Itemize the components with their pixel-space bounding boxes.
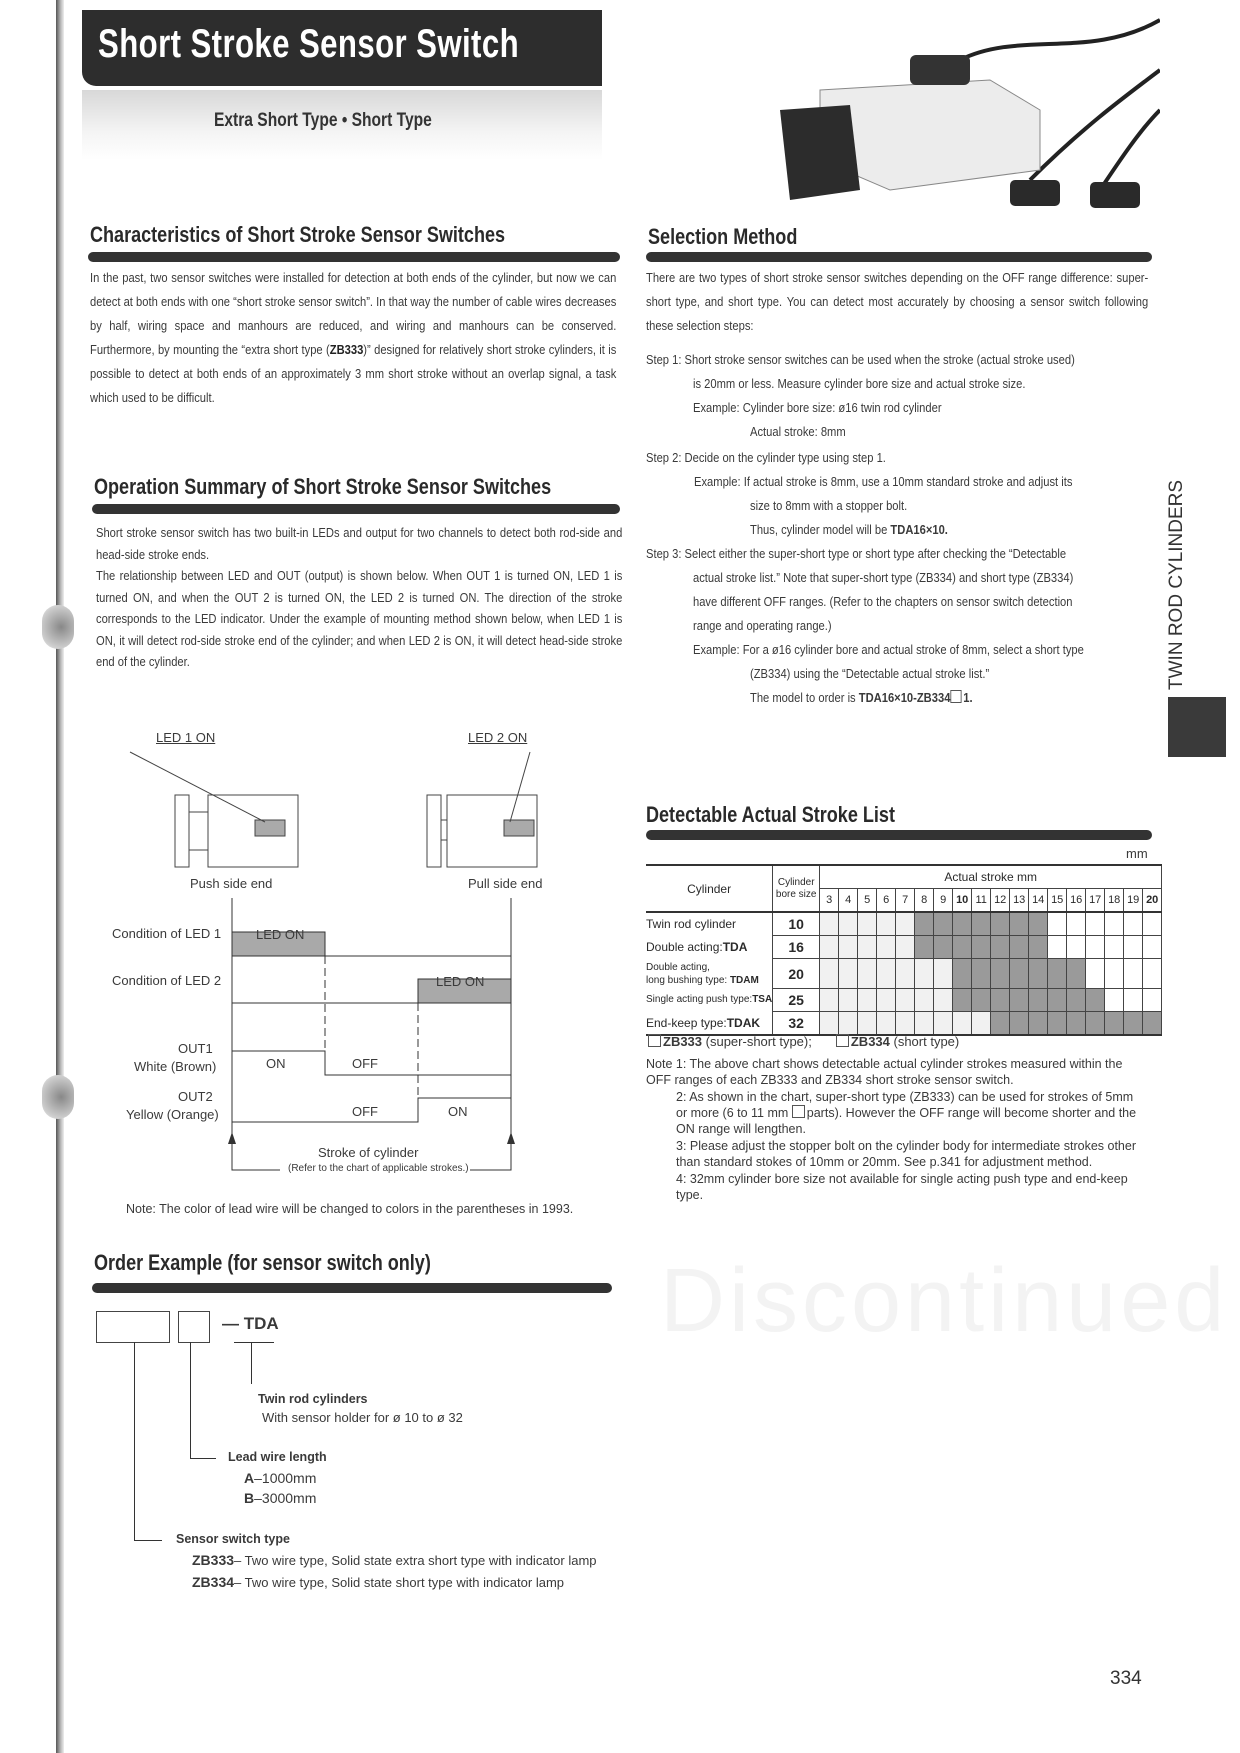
stroke-header-cell: 8	[915, 889, 934, 913]
note-3: 3: Please adjust the stopper bolt on the cylinder body for intermediate strokes other than standard stokes of 10mm or 20mm. See p.341 for adjustment method.	[676, 1139, 1136, 1169]
stroke-cell-zb334	[972, 959, 991, 989]
operation-text-2: The relationship between LED and OUT (output) is shown below. When OUT 1 is turned ON, LED 1 is turned ON, and when the OUT 2 is turned ON, the LED 2 is turned ON. The direction of the stroke corresponds to the LED indicator. Under the example of mounting method shown below, when LED 1 is ON, it will detect rod-side stroke end of the cylinder; and when LED 2 is ON, it will detect head-side stroke end of the cylinder.	[96, 568, 623, 669]
step2-example-2: size to 8mm with a stopper bolt.	[750, 498, 908, 513]
stroke-cell-zb334	[1048, 1012, 1067, 1036]
step3-line2: actual stroke list.” Note that super-short type (ZB334) and short type (ZB334)	[693, 570, 1074, 585]
led2-callout: LED 2 ON	[468, 730, 528, 745]
connector-line	[190, 1458, 216, 1459]
stroke-cell-zb334	[934, 936, 953, 959]
stroke-cell-empty	[1124, 989, 1143, 1012]
stroke-table-row	[646, 1012, 1162, 1036]
note-2a: 2: As shown in the chart, super-short type (ZB333) can be used for strokes of 5mm or more (6 to 11 mm	[676, 1090, 1134, 1120]
stroke-cell-zb334	[915, 912, 934, 936]
out2-wire-color: Yellow (Orange)	[126, 1107, 219, 1122]
connector-line	[234, 1342, 274, 1343]
stroke-cell-zb333	[934, 1012, 953, 1036]
step3-line4: range and operating range.)	[693, 618, 832, 633]
binder-hole	[42, 1075, 74, 1119]
sensor-type-zb333	[192, 1552, 597, 1568]
stroke-cell-empty	[1086, 936, 1105, 959]
stroke-cell-zb334	[1010, 959, 1029, 989]
cylinder-type-text: Twin rod cylinder	[646, 917, 737, 932]
stroke-cell-zb333	[858, 1012, 877, 1036]
bore-size-cell: 10	[773, 912, 820, 936]
step3-model	[750, 686, 973, 710]
bore-size-cell: 25	[773, 989, 820, 1012]
legend-zb333-desc: (super-short type);	[702, 1034, 812, 1049]
col-header-cylinder: Cylinder	[646, 865, 773, 912]
stroke-cell-zb333	[820, 959, 839, 989]
page-subtitle: Extra Short Type • Short Type	[214, 110, 432, 131]
out1-off-text: OFF	[352, 1056, 378, 1071]
stroke-cell-empty	[1124, 936, 1143, 959]
stroke-header-cell: 14	[1029, 889, 1048, 913]
bore-size-cell: 20	[773, 959, 820, 989]
pull-side-end-label: Pull side end	[468, 876, 543, 891]
twin-rod-desc: With sensor holder for ø 10 to ø 32	[262, 1410, 463, 1425]
led1-callout: LED 1 ON	[156, 730, 216, 745]
stroke-list-notes	[646, 1056, 1146, 1204]
stroke-cell-zb334	[1124, 1012, 1143, 1036]
stroke-cell-zb333	[896, 959, 915, 989]
stroke-cell-zb333	[877, 959, 896, 989]
stroke-header-cell: 6	[877, 889, 896, 913]
stroke-cell-zb334	[991, 912, 1010, 936]
stroke-cell-zb334	[972, 936, 991, 959]
sensor-type-zb334	[192, 1574, 564, 1590]
stroke-cell-zb334	[972, 912, 991, 936]
order-code-suffix: — TDA	[222, 1314, 279, 1333]
stroke-cell-zb333	[820, 912, 839, 936]
stroke-cell-zb333	[877, 1012, 896, 1036]
stroke-cell-zb333	[915, 989, 934, 1012]
side-tab-block	[1168, 697, 1226, 757]
stroke-cell-empty	[1086, 912, 1105, 936]
stroke-cell-empty	[1105, 989, 1124, 1012]
lead-wire-note: Note: The color of lead wire will be changed to colors in the parentheses in 1993.	[126, 1202, 574, 1216]
stroke-cell-zb333	[953, 1012, 972, 1036]
lead-wire-option-b	[244, 1490, 316, 1506]
bore-size-cell: 32	[773, 1012, 820, 1036]
stroke-cell-zb334	[972, 989, 991, 1012]
out2-off-text: OFF	[352, 1104, 378, 1119]
stroke-cell-zb333	[896, 1012, 915, 1036]
characteristics-text	[90, 266, 616, 410]
stroke-header-cell: 15	[1048, 889, 1067, 913]
section-rule	[92, 1283, 612, 1293]
stroke-cell-empty	[1124, 959, 1143, 989]
section-heading-characteristics: Characteristics of Short Stroke Sensor Switches	[90, 222, 506, 247]
stroke-cell-zb334	[1086, 1012, 1105, 1036]
stroke-header-cell: 9	[934, 889, 953, 913]
cylinder-type-code: TDAM	[729, 974, 759, 986]
stroke-header-cell: 16	[1067, 889, 1086, 913]
step3-example-2: (ZB334) using the “Detectable actual stroke list.”	[750, 666, 990, 681]
cylinder-type-label	[646, 914, 772, 934]
unit-label: mm	[1126, 846, 1148, 861]
stroke-cell-empty	[1048, 912, 1067, 936]
step2-model	[750, 518, 948, 542]
cylinder-type-text: End-keep type:	[646, 1015, 727, 1030]
stroke-cell-empty	[1067, 912, 1086, 936]
stroke-cell-zb333	[934, 959, 953, 989]
stroke-header-cell: 13	[1010, 889, 1029, 913]
stroke-cell-zb334	[1010, 912, 1029, 936]
cylinder-type-label	[646, 937, 772, 957]
stroke-cell-zb333	[820, 1012, 839, 1036]
step1-example-stroke: Actual stroke: 8mm	[750, 424, 846, 439]
stroke-table-row	[646, 959, 1162, 989]
blank-square-icon	[792, 1105, 805, 1118]
stroke-cell-empty	[1124, 912, 1143, 936]
product-photo	[760, 10, 1160, 210]
stroke-cell-zb333	[896, 989, 915, 1012]
stroke-cell-zb334	[953, 989, 972, 1012]
note-2	[646, 1089, 1146, 1137]
stroke-cell-empty	[1143, 936, 1162, 959]
selection-intro: There are two types of short stroke sensor switches depending on the OFF range difference: super-short type, and short type. You can detect most accurately by choosing a sensor switch following these selection steps:	[646, 270, 1149, 333]
stroke-cell-empty	[1143, 989, 1162, 1012]
section-rule	[88, 252, 620, 262]
page-title: Short Stroke Sensor Switch	[98, 22, 520, 66]
led1-condition-label: Condition of LED 1	[112, 926, 222, 941]
stroke-cell-zb333	[877, 989, 896, 1012]
step3-model-text: The model to order is	[750, 690, 859, 705]
stroke-header-cell: 5	[858, 889, 877, 913]
stroke-cell-zb334	[1010, 989, 1029, 1012]
step2-example: Example: If actual stroke is 8mm, use a 10mm standard stroke and adjust its	[694, 474, 1073, 489]
stroke-header-cell: 20	[1143, 889, 1162, 913]
binder-hole	[42, 605, 74, 649]
stroke-cell-zb333	[858, 912, 877, 936]
zb334-desc: – Two wire type, Solid state short type with indicator lamp	[234, 1575, 565, 1590]
twin-rod-title: Twin rod cylinders	[258, 1392, 368, 1406]
stroke-header-cell: 17	[1086, 889, 1105, 913]
stroke-cell-zb333	[858, 936, 877, 959]
blank-square-icon	[950, 690, 961, 703]
connector-line	[134, 1540, 162, 1541]
stroke-cell-empty	[1048, 936, 1067, 959]
section-heading-selection: Selection Method	[648, 224, 798, 249]
lead-b-code: B	[244, 1490, 255, 1506]
zb334-code: ZB334	[192, 1574, 235, 1590]
connector-line	[251, 1342, 252, 1384]
stroke-cell-zb334	[953, 912, 972, 936]
out2-label: OUT2	[178, 1089, 213, 1104]
bore-size-cell: 16	[773, 936, 820, 959]
lead-b-value: –3000mm	[254, 1490, 317, 1506]
characteristics-text-1: In the past, two sensor switches were installed for detection at both ends of the cylinder, but now we can detect at both ends with one “short stroke sensor switch”. In that way the number of cable wires decreases by half, wiring space and manhours are reduced, and wiring and manhours can be conserved. Furthermore, by mounting the “extra short type (	[90, 270, 617, 357]
led2-condition-label: Condition of LED 2	[112, 973, 222, 988]
order-code-sensor-type-box	[96, 1311, 170, 1343]
stroke-cell-zb334	[1143, 1012, 1162, 1036]
stroke-cell-zb333	[858, 959, 877, 989]
sensor-type-title: Sensor switch type	[176, 1532, 290, 1546]
led2-on-text: LED ON	[436, 974, 485, 989]
section-rule	[646, 830, 1152, 840]
cylinder-type-label	[646, 974, 772, 987]
stroke-cell-zb334	[1029, 959, 1048, 989]
cylinder-drawing-push	[130, 752, 298, 867]
stroke-cell-empty	[1086, 959, 1105, 989]
stroke-label: Stroke of cylinder	[318, 1145, 419, 1160]
stroke-cell-zb334	[1029, 989, 1048, 1012]
stroke-cell-zb334	[1029, 936, 1048, 959]
step3-line1: Step 3: Select either the super-short type or short type after checking the “Detectable	[646, 546, 1067, 561]
cylinder-type-cell	[646, 989, 773, 1012]
stroke-cell-zb334	[991, 989, 1010, 1012]
note-1: Note 1: The above chart shows detectable actual cylinder strokes measured within the OFF ranges of each ZB333 and ZB334 short stroke sensor switch.	[646, 1057, 1123, 1087]
stroke-header-cell: 18	[1105, 889, 1124, 913]
stroke-cell-zb334	[991, 959, 1010, 989]
stroke-header-cell: 10	[953, 889, 972, 913]
stroke-list-table	[646, 864, 1162, 1036]
stroke-cell-zb333	[858, 989, 877, 1012]
stroke-header-cell: 12	[991, 889, 1010, 913]
characteristics-text-2: )” designed for relatively short stroke cylinders, it is possible to detect at both ends of an approximately 3 mm short stroke without an overlap signal, a task which used to be difficult.	[90, 342, 617, 405]
stroke-cell-zb334	[1048, 989, 1067, 1012]
section-rule	[92, 504, 620, 514]
stroke-cell-zb334	[1010, 1012, 1029, 1036]
stroke-cell-zb333	[896, 936, 915, 959]
stroke-cell-zb334	[1048, 959, 1067, 989]
stroke-cell-zb333	[896, 912, 915, 936]
stroke-cell-zb334	[1067, 989, 1086, 1012]
stroke-legend	[648, 1034, 959, 1049]
section-heading-stroke-list: Detectable Actual Stroke List	[646, 802, 895, 827]
stroke-cell-zb334	[1086, 989, 1105, 1012]
stroke-cell-zb333	[839, 936, 858, 959]
cylinder-type-text: long bushing type:	[646, 974, 730, 986]
stroke-cell-zb334	[1029, 912, 1048, 936]
cylinder-type-text: Double acting,	[646, 961, 710, 973]
cylinder-type-label	[646, 961, 772, 974]
stroke-header-cell: 7	[896, 889, 915, 913]
cylinder-type-label	[646, 1013, 772, 1033]
out2-on-text: ON	[448, 1104, 468, 1119]
stroke-cell-zb333	[820, 936, 839, 959]
stroke-cell-zb333	[934, 989, 953, 1012]
step2-model-text: Thus, cylinder model will be	[750, 522, 891, 537]
cylinder-type-text: Double acting:	[646, 940, 723, 954]
stroke-cell-zb334	[991, 1012, 1010, 1036]
stroke-cell-zb333	[820, 989, 839, 1012]
stroke-cell-zb333	[877, 912, 896, 936]
page-binding-edge	[56, 0, 64, 1753]
side-tab-label: TWIN ROD CYLINDERS	[1166, 479, 1187, 690]
stroke-cell-zb334	[953, 936, 972, 959]
lead-a-code: A	[244, 1470, 255, 1486]
section-heading-operation: Operation Summary of Short Stroke Sensor Switches	[94, 474, 552, 499]
out1-label: OUT1	[178, 1041, 213, 1056]
led1-on-text: LED ON	[256, 927, 305, 942]
stroke-cell-empty	[1143, 912, 1162, 936]
note-4: 4: 32mm cylinder bore size not available for single acting push type and end-keep type.	[676, 1172, 1128, 1202]
cylinder-type-cell	[646, 912, 773, 936]
connector-line	[134, 1342, 135, 1540]
cylinder-type-label	[646, 990, 772, 1010]
legend-zb333-swatch	[648, 1034, 661, 1047]
characteristics-model: ZB333	[329, 342, 364, 357]
step2-model-code: TDA16×10.	[890, 522, 948, 537]
step3-model-tail: 1.	[963, 690, 973, 705]
section-heading-order-example: Order Example (for sensor switch only)	[94, 1250, 431, 1275]
lead-wire-option-a	[244, 1470, 316, 1486]
zb333-code: ZB333	[192, 1552, 235, 1568]
col-header-stroke: Actual stroke mm	[820, 865, 1162, 889]
stroke-cell-zb333	[839, 912, 858, 936]
stroke-cell-zb334	[991, 936, 1010, 959]
stroke-cell-zb333	[839, 1012, 858, 1036]
legend-zb334-desc: (short type)	[889, 1034, 960, 1049]
out1-on-text: ON	[266, 1056, 286, 1071]
operation-text-1: Short stroke sensor switch has two built-in LEDs and output for two channels to detect both rod-side and head-side stroke ends.	[96, 525, 623, 562]
lead-wire-title: Lead wire length	[228, 1450, 327, 1464]
lead-a-value: –1000mm	[254, 1470, 317, 1486]
zb333-desc: – Two wire type, Solid state extra short type with indicator lamp	[234, 1553, 597, 1568]
legend-zb333-code: ZB333	[663, 1034, 703, 1049]
stroke-cell-empty	[1105, 912, 1124, 936]
col-header-bore: Cylinder bore size	[773, 865, 820, 912]
stroke-table-row	[646, 936, 1162, 959]
stroke-note: (Refer to the chart of applicable strokes.)	[288, 1163, 469, 1174]
cylinder-type-code: TSA	[752, 994, 773, 1005]
stroke-cell-zb334	[934, 912, 953, 936]
stroke-table-row	[646, 912, 1162, 936]
stroke-cell-zb333	[972, 1012, 991, 1036]
operation-text	[96, 522, 622, 673]
stroke-cell-zb333	[915, 959, 934, 989]
stroke-cell-empty	[1105, 959, 1124, 989]
cylinder-type-cell	[646, 1012, 773, 1036]
legend-zb334-code: ZB334	[850, 1034, 890, 1049]
order-code-lead-length-box	[178, 1311, 210, 1343]
stroke-cell-empty	[1105, 936, 1124, 959]
cylinder-drawing-pull	[427, 752, 537, 867]
step2-line1: Step 2: Decide on the cylinder type using step 1.	[646, 450, 886, 465]
cylinder-type-cell	[646, 936, 773, 959]
stroke-cell-zb333	[915, 1012, 934, 1036]
cylinder-type-cell	[646, 959, 773, 989]
step1-line1: Step 1: Short stroke sensor switches can be used when the stroke (actual stroke used)	[646, 352, 1075, 367]
stroke-cell-zb334	[1029, 1012, 1048, 1036]
stroke-table-row	[646, 989, 1162, 1012]
stroke-cell-zb334	[915, 936, 934, 959]
stroke-cell-zb333	[839, 959, 858, 989]
legend-zb334-swatch	[836, 1034, 849, 1047]
step3-example: Example: For a ø16 cylinder bore and actual stroke of 8mm, select a short type	[693, 642, 1084, 657]
cylinder-type-code: TDAK	[726, 1015, 761, 1030]
cylinder-type-text: Single acting push type:	[646, 994, 753, 1005]
step1-example: Example: Cylinder bore size: ø16 twin rod cylinder	[693, 400, 942, 415]
watermark: Discontinued	[660, 1251, 1229, 1351]
stroke-header-cell: 4	[839, 889, 858, 913]
note-2b: parts). However the OFF range will become shorter and the ON range will lengthen.	[676, 1106, 1137, 1136]
page-number: 334	[1110, 1668, 1142, 1689]
stroke-cell-zb334	[1067, 959, 1086, 989]
stroke-cell-empty	[1143, 959, 1162, 989]
section-rule	[646, 252, 1152, 262]
stroke-cell-empty	[1067, 936, 1086, 959]
step1-line2: is 20mm or less. Measure cylinder bore size and actual stroke size.	[693, 376, 1026, 391]
stroke-header-cell: 11	[972, 889, 991, 913]
stroke-cell-zb334	[1067, 1012, 1086, 1036]
stroke-cell-zb333	[877, 936, 896, 959]
step3-model-code: TDA16×10-ZB334	[858, 690, 951, 705]
stroke-cell-zb334	[1010, 936, 1029, 959]
stroke-cell-zb333	[839, 989, 858, 1012]
connector-line	[190, 1342, 191, 1458]
push-side-end-label: Push side end	[190, 876, 273, 891]
stroke-header-cell: 3	[820, 889, 839, 913]
cylinder-type-code: TDA	[722, 940, 748, 954]
stroke-header-cell: 19	[1124, 889, 1143, 913]
stroke-cell-zb334	[1105, 1012, 1124, 1036]
out1-wire-color: White (Brown)	[134, 1059, 217, 1074]
step3-line3: have different OFF ranges. (Refer to the chapters on sensor switch detection	[693, 594, 1073, 609]
stroke-cell-zb334	[953, 959, 972, 989]
